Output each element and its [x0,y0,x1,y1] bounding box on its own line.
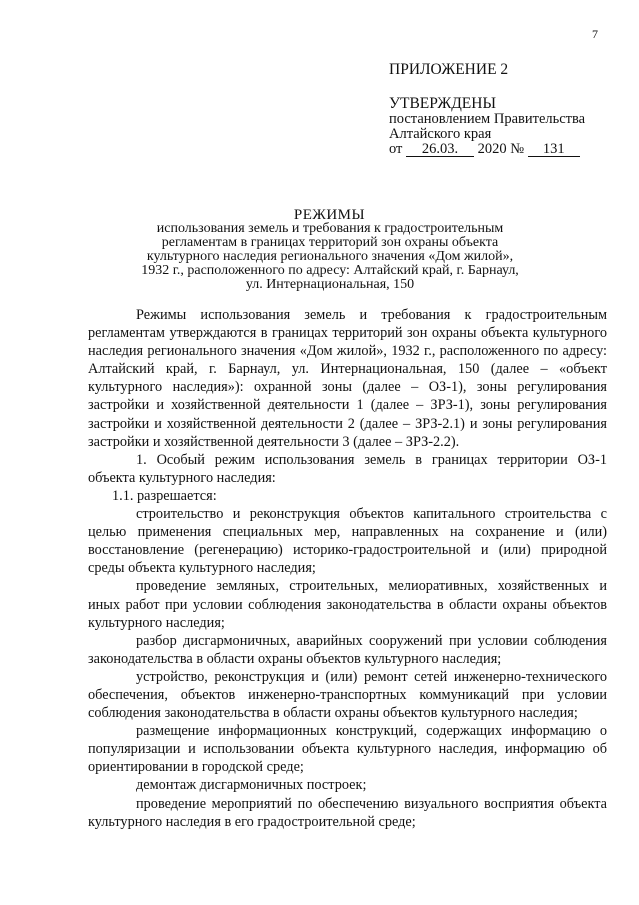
subtitle-line: регламентам в границах территорий зон охраны объекта [161,235,499,250]
document-title: РЕЖИМЫ [293,207,366,223]
year-number-label: 2020 № [477,141,525,157]
list-item: разбор дисгармоничных, аварийных сооружений при условии соблюдения законодательства в области охраны объектов культурного наследия; [88,632,607,667]
document-body [88,306,607,831]
approved-by-line: постановлением Правительства [389,111,586,127]
decree-number: 131 [528,143,580,157]
date-prefix: от [389,141,403,157]
section-1-heading: 1. Особый режим использования земель в границах территории ОЗ-1 объекта культурного наследия: [88,451,607,486]
document-subtitle [100,222,560,292]
list-item: проведение земляных, строительных, мелиоративных, хозяйственных и иных работ при условии соблюдения законодательства в области охраны объектов культурного наследия; [88,578,607,631]
list-item: устройство, реконструкция и (или) ремонт сетей инженерно-технического обеспечения, объектов инженерно-транспортных коммуникаций при условии соблюдения законодательства в области охраны объектов культурного наследия; [88,668,607,722]
subtitle-line: ул. Интернациональная, 150 [245,277,415,292]
approved-region-line: Алтайского края [389,126,492,142]
list-item: демонтаж дисгармоничных построек; [136,777,367,794]
approval-date: 26.03. [406,143,474,157]
approved-title: УТВЕРЖДЕНЫ [389,95,496,112]
intro-paragraph: Режимы использования земель и требования к градостроительным регламентам утверждаются в границах территорий зон охраны объекта культурного наследия регионального значения «Дом жилой», 1932 г., расположенного по адресу: Алтайский край, г. Барнаул, ул. Интернациональная, 150 (далее – «объект культурного наследия»): охранной зоны (далее – ОЗ-1), зоны регулирования застройки и хозяйственной деятельности 1 (далее – ЗРЗ-1), зоны регулирования застройки и хозяйственной деятельности 2 (далее – ЗРЗ-2.1) и зоны регулирования застройки и хозяйственной деятельности 3 (далее – ЗРЗ-2.2). [88,307,607,450]
subtitle-line: использования земель и требования к градостроительным [156,221,504,236]
approval-date-line [389,142,585,157]
page-number: 7 [592,27,598,41]
list-item: проведение мероприятий по обеспечению визуального восприятия объекта культурного наследия в его градостроительной среде; [88,795,607,830]
subtitle-line: 1932 г., расположенного по адресу: Алтайский край, г. Барнаул, [141,263,519,278]
list-item: размещение информационных конструкций, содержащих информацию о популяризации и использовании объекта культурного наследия, информацию об ориентировании в городской среде; [88,723,607,776]
subsection-1-1-heading: 1.1. разрешается: [112,487,217,504]
appendix-block [389,62,585,157]
subtitle-line: культурного наследия регионального значения «Дом жилой», [146,249,514,264]
appendix-title: ПРИЛОЖЕНИЕ 2 [389,61,509,78]
list-item: строительство и реконструкция объектов капитального строительства с целью применения специальных мер, направленных на сохранение и (или) восстановление (регенерацию) историко-градостроительной и (или) природной среды объекта культурного наследия; [88,506,607,577]
